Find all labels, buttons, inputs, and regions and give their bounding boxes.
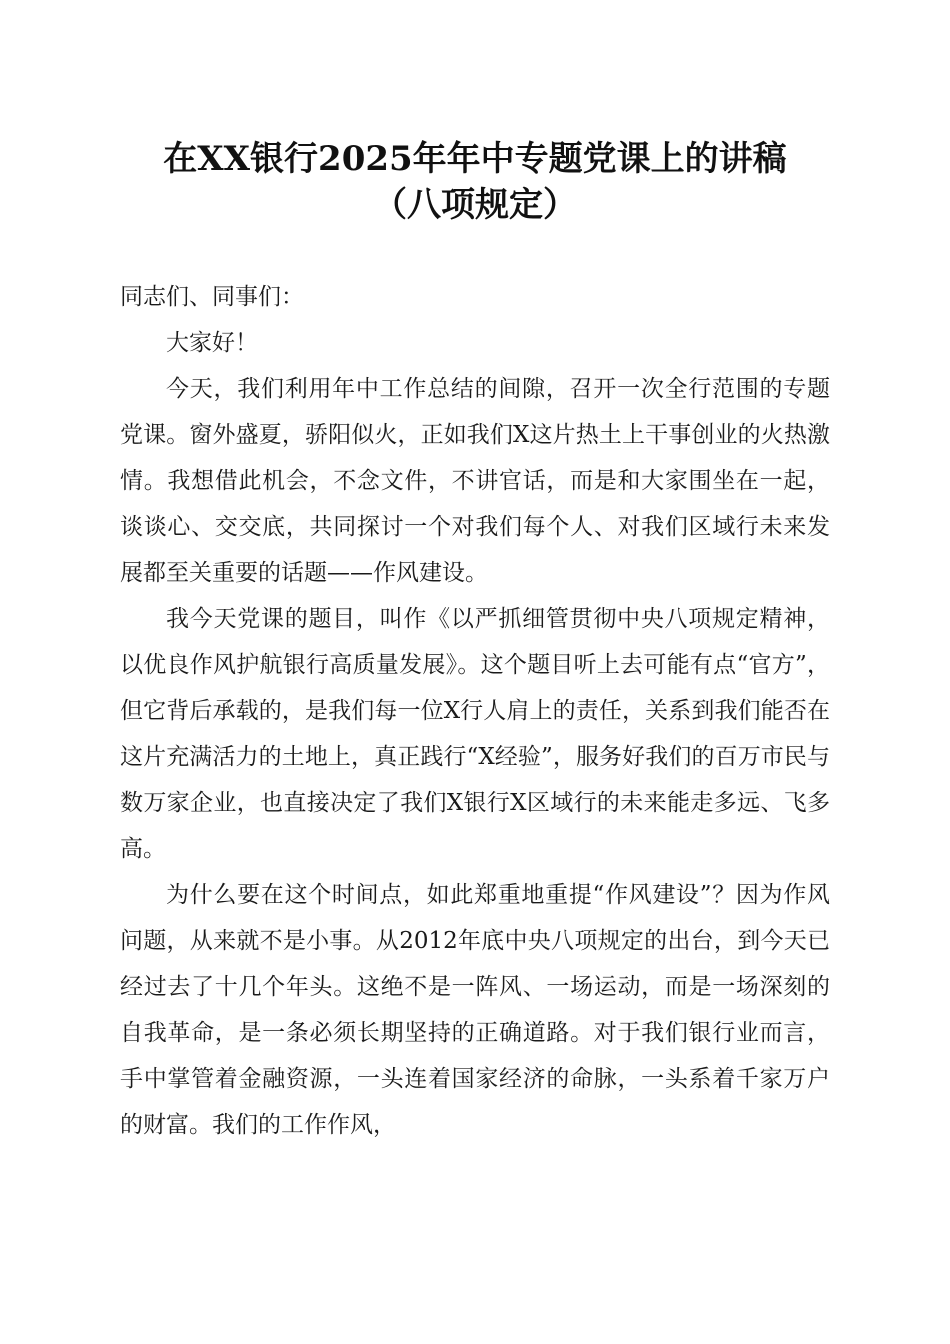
paragraph: 今天，我们利用年中工作总结的间隙，召开一次全行范围的专题党课。窗外盛夏，骄阳似火，正如我们X这片热土上干事创业的火热激情。我想借此机会，不念文件，不讲官话，而是和大家围坐在一起，谈谈心、交交底，共同探讨一个对我们每个人、对我们区域行未来发展都至关重要的话题——作风建设。 <box>120 376 830 586</box>
document-body <box>120 274 830 1148</box>
greeting: 大家好！ <box>166 330 258 356</box>
title-line-1: 在XX银行2025年年中专题党课上的讲稿 <box>163 139 787 179</box>
title-line-2: （八项规定） <box>373 185 577 225</box>
paragraph: 为什么要在这个时间点，如此郑重地重提“作风建设”？因为作风问题，从来就不是小事。从2012年底中央八项规定的出台，到今天已经过去了十几个年头。这绝不是一阵风、一场运动，而是一场深刻的自我革命，是一条必须长期坚持的正确道路。对于我们银行业而言，手中掌管着金融资源，一头连着国家经济的命脉，一头系着千家万户的财富。我们的工作作风， <box>120 882 830 1138</box>
paragraph: 我今天党课的题目，叫作《以严抓细管贯彻中央八项规定精神，以优良作风护航银行高质量发展》。这个题目听上去可能有点“官方”，但它背后承载的，是我们每一位X行人肩上的责任，关系到我们能否在这片充满活力的土地上，真正践行“X经验”，服务好我们的百万市民与数万家企业，也直接决定了我们X银行X区域行的未来能走多远、飞多高。 <box>120 606 830 862</box>
document-title <box>0 136 950 228</box>
salutation: 同志们、同事们： <box>120 284 304 310</box>
